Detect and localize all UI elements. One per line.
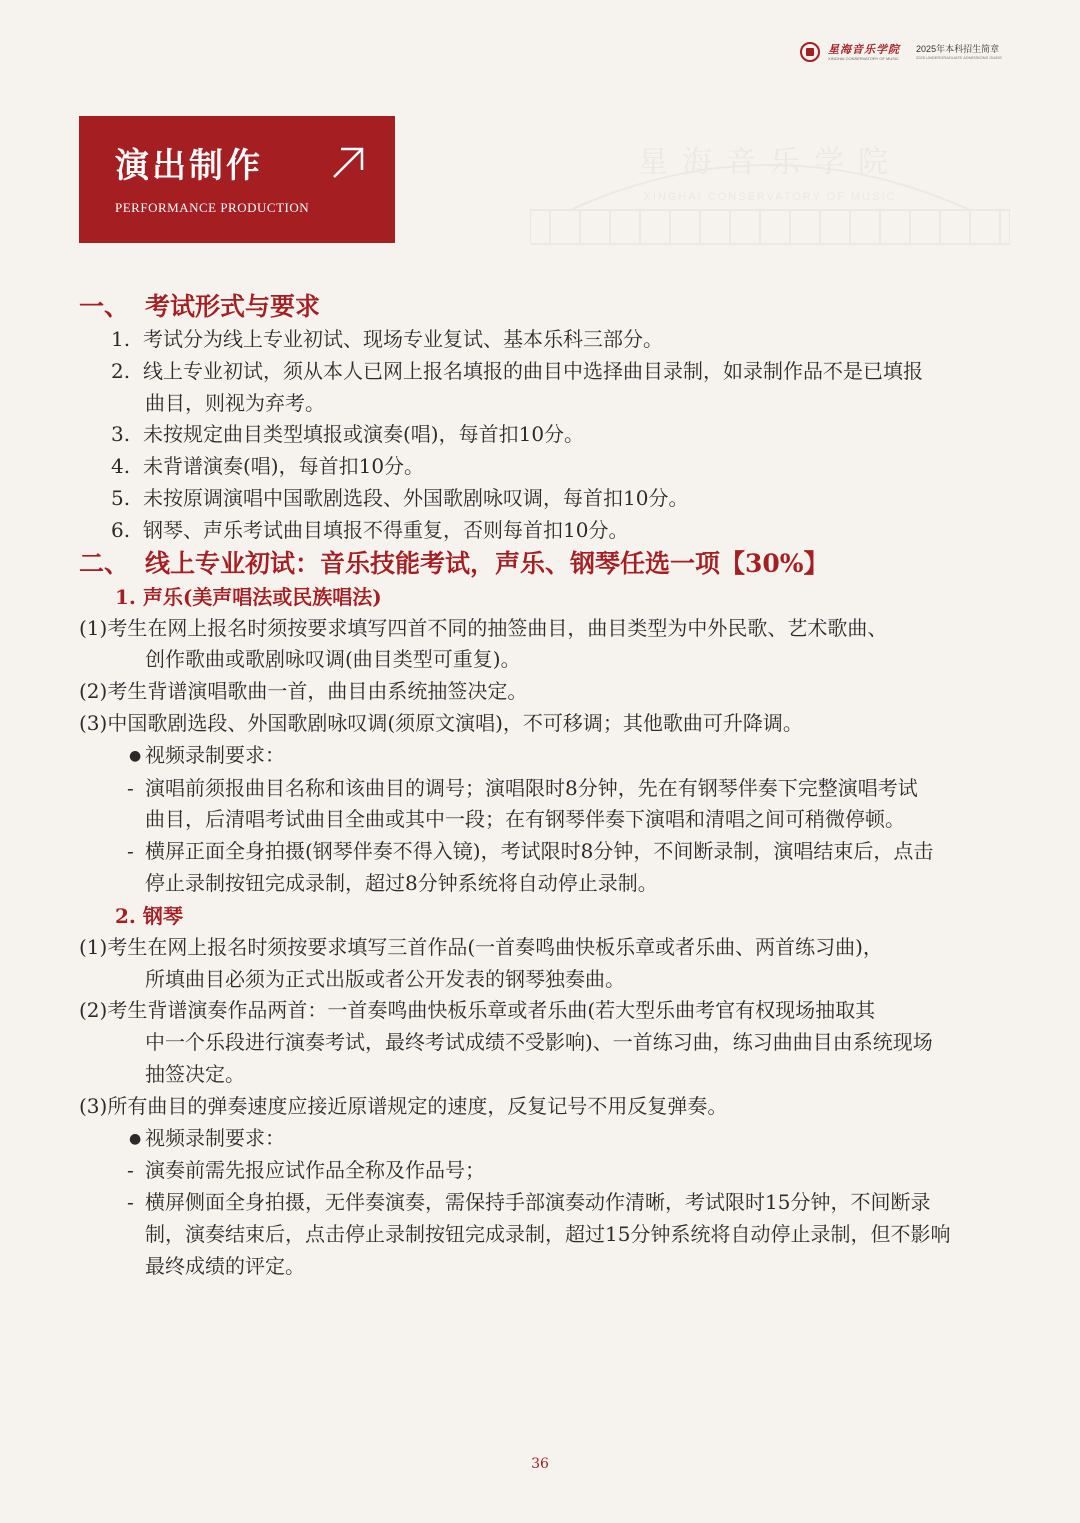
header-logo xyxy=(800,42,1002,62)
bullet-item: ● 视频录制要求： xyxy=(79,1123,1004,1156)
list-item: 5. 未按原调演唱中国歌剧选段、外国歌剧咏叹调，每首扣10分。 xyxy=(111,485,689,510)
dash-item-continued: 最终成绩的评定。 xyxy=(145,1253,305,1278)
list-item: 4. 未背谱演奏(唱)，每首扣10分。 xyxy=(111,454,425,479)
dash-item-continued: 曲目，后清唱考试曲目全曲或其中一段；在有钢琴伴奏下演唱和清唱之间可稍微停顿。 xyxy=(145,807,905,832)
paragraph: (1)考生在网上报名时须按要求填写四首不同的抽签曲目，曲目类型为中外民歌、艺术歌曲、 xyxy=(79,615,888,640)
main-content xyxy=(79,290,1004,1283)
arrow-up-right-icon xyxy=(331,146,365,180)
paragraph: (3)中国歌剧选段、外国歌剧咏叹调(须原文演唱)，不可移调；其他歌曲可升降调。 xyxy=(79,710,803,735)
section-heading-2: 二、 线上专业初试：音乐技能考试，声乐、钢琴任选一项【30%】 xyxy=(79,548,829,578)
paragraph: (2)考生背谱演奏作品两首：一首奏鸣曲快板乐章或者乐曲(若大型乐曲考官有权现场抽取其 xyxy=(79,998,876,1023)
paragraph-continued: 抽签决定。 xyxy=(145,1061,245,1086)
dash-item: - 演奏前需先报应试作品全称及作品号； xyxy=(127,1158,485,1183)
page-title: 演出制作 xyxy=(115,146,263,186)
dash-item: - 横屏侧面全身拍摄，无伴奏演奏，需保持手部演奏动作清晰，考试限时15分钟，不间断录 xyxy=(127,1190,931,1215)
paragraph-continued: 创作歌曲或歌剧咏叹调(曲目类型可重复)。 xyxy=(145,647,521,672)
dash-item-continued: 停止录制按钮完成录制，超过8分钟系统将自动停止录制。 xyxy=(145,870,658,895)
list-item: 6. 钢琴、声乐考试曲目填报不得重复，否则每首扣10分。 xyxy=(111,517,629,542)
dash-item: - 演唱前须报曲目名称和该曲目的调号；演唱限时8分钟，先在有钢琴伴奏下完整演唱考试 xyxy=(127,775,918,800)
school-seal-icon xyxy=(800,42,820,62)
paragraph: (2)考生背谱演唱歌曲一首，曲目由系统抽签决定。 xyxy=(79,679,528,704)
page-subtitle: PERFORMANCE PRODUCTION xyxy=(115,200,310,215)
guide-title xyxy=(916,45,1002,60)
guide-cn: 2025年本科招生简章 xyxy=(916,43,1000,54)
paragraph-continued: 所填曲目必须为正式出版或者公开发表的钢琴独奏曲。 xyxy=(145,966,625,991)
list-item: 2. 线上专业初试，须从本人已网上报名填报的曲目中选择曲目录制，如录制作品不是已填报 xyxy=(111,358,923,383)
logo-cn: 星海音乐学院 xyxy=(828,42,901,56)
dash-item: - 横屏正面全身拍摄(钢琴伴奏不得入镜)，考试限时8分钟，不间断录制，演唱结束后，点击 xyxy=(127,839,934,864)
bullet-dot-icon: ● xyxy=(129,1130,142,1147)
paragraph: (1)考生在网上报名时须按要求填写三首作品(一首奏鸣曲快板乐章或者乐曲、两首练习曲)， xyxy=(79,934,883,959)
page-number: 36 xyxy=(531,1456,549,1472)
bullet-dot-icon: ● xyxy=(129,747,142,764)
paragraph-continued: 中一个乐段进行演奏考试，最终考试成绩不受影响)、一首练习曲，练习曲曲目由系统现场 xyxy=(145,1030,933,1055)
guide-en: 2025 UNDERGRADUATE ADMISSIONS GUIDE xyxy=(916,54,1002,60)
list-item: 3. 未按规定曲目类型填报或演奏(唱)，每首扣10分。 xyxy=(111,422,585,447)
building-watermark xyxy=(530,130,1010,248)
list-item: 1. 考试分为线上专业初试、现场专业复试、基本乐科三部分。 xyxy=(111,327,663,351)
list-item-continued: 曲目，则视为弃考。 xyxy=(145,390,325,415)
watermark-en: XINGHAI CONSERVATORY OF MUSIC xyxy=(643,191,897,203)
logo-en: XINGHAI CONSERVATORY OF MUSIC xyxy=(828,55,899,61)
subheading-vocal: 1. 声乐(美声唱法或民族唱法) xyxy=(115,584,382,609)
watermark-cn: 星海音乐学院 xyxy=(638,145,902,180)
dash-item-continued: 制，演奏结束后，点击停止录制按钮完成录制，超过15分钟系统将自动停止录制，但不影响 xyxy=(145,1221,951,1246)
bullet-item: ● 视频录制要求： xyxy=(79,740,1004,773)
subheading-piano: 2. 钢琴 xyxy=(115,903,183,928)
section-title-block xyxy=(79,116,395,243)
paragraph: (3)所有曲目的弹奏速度应接近原谱规定的速度，反复记号不用反复弹奏。 xyxy=(79,1093,728,1118)
section-heading-1: 一、 考试形式与要求 xyxy=(79,292,321,321)
school-logo-text xyxy=(828,44,900,61)
